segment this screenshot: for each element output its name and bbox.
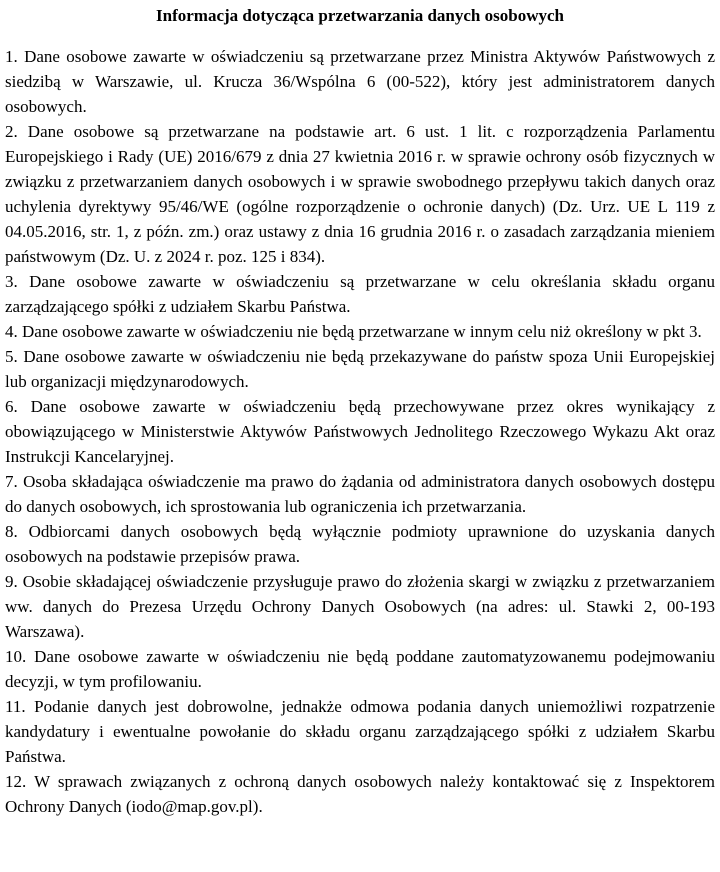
clause-item: 8. Odbiorcami danych osobowych będą wyłącznie podmioty uprawnione do uzyskania danych osobowych na podstawie przepisów prawa. xyxy=(5,522,715,566)
clause-item: 2. Dane osobowe są przetwarzane na podstawie art. 6 ust. 1 lit. c rozporządzenia Parlamentu Europejskiego i Rady (UE) 2016/679 z dnia 27 kwietnia 2016 r. w sprawie ochrony osób fizycznych w związku z przetwarzaniem danych osobowych i w sprawie swobodnego przepływu takich danych oraz uchylenia dyrektywy 95/46/WE (ogólne rozporządzenie o ochronie danych) (Dz. Urz. UE L 119 z 04.05.2016, str. 1, z późn. zm.) oraz ustawy z dnia 16 grudnia 2016 r. o zasadach zarządzania mieniem państwowym (Dz. U. z 2024 r. poz. 125 i 834). xyxy=(5,122,715,266)
clause-item: 10. Dane osobowe zawarte w oświadczeniu nie będą poddane zautomatyzowanemu podejmowaniu decyzji, w tym profilowaniu. xyxy=(5,647,715,691)
clause-item: 3. Dane osobowe zawarte w oświadczeniu są przetwarzane w celu określania składu organu zarządzającego spółki z udziałem Skarbu Państwa. xyxy=(5,272,715,316)
clause-item: 5. Dane osobowe zawarte w oświadczeniu nie będą przekazywane do państw spoza Unii Europejskiej lub organizacji międzynarodowych. xyxy=(5,347,715,391)
clause-item: 1. Dane osobowe zawarte w oświadczeniu są przetwarzane przez Ministra Aktywów Państwowych z siedzibą w Warszawie, ul. Krucza 36/Wspólna 6 (00-522), który jest administratorem danych osobowych. xyxy=(5,47,715,116)
clause-item: 11. Podanie danych jest dobrowolne, jednakże odmowa podania danych uniemożliwi rozpatrzenie kandydatury i ewentualne powołanie do składu organu zarządzającego spółki z udziałem Skarbu Państwa. xyxy=(5,697,715,766)
document-title: Informacja dotycząca przetwarzania danych osobowych xyxy=(156,6,564,25)
clause-item: 12. W sprawach związanych z ochroną danych osobowych należy kontaktować się z Inspektorem Ochrony Danych (iodo@map.gov.pl). xyxy=(5,772,715,816)
document xyxy=(5,0,715,819)
clause-list xyxy=(5,44,715,819)
clause-item: 6. Dane osobowe zawarte w oświadczeniu będą przechowywane przez okres wynikający z obowiązującego w Ministerstwie Aktywów Państwowych Jednolitego Rzeczowego Wykazu Akt oraz Instrukcji Kancelaryjnej. xyxy=(5,397,715,466)
clause-item: 4. Dane osobowe zawarte w oświadczeniu nie będą przetwarzane w innym celu niż określony w pkt 3. xyxy=(5,322,702,341)
clause-item: 7. Osoba składająca oświadczenie ma prawo do żądania od administratora danych osobowych dostępu do danych osobowych, ich sprostowania lub ograniczenia ich przetwarzania. xyxy=(5,472,715,516)
clause-item: 9. Osobie składającej oświadczenie przysługuje prawo do złożenia skargi w związku z przetwarzaniem ww. danych do Prezesa Urzędu Ochrony Danych Osobowych (na adres: ul. Stawki 2, 00-193 Warszawa). xyxy=(5,572,715,641)
